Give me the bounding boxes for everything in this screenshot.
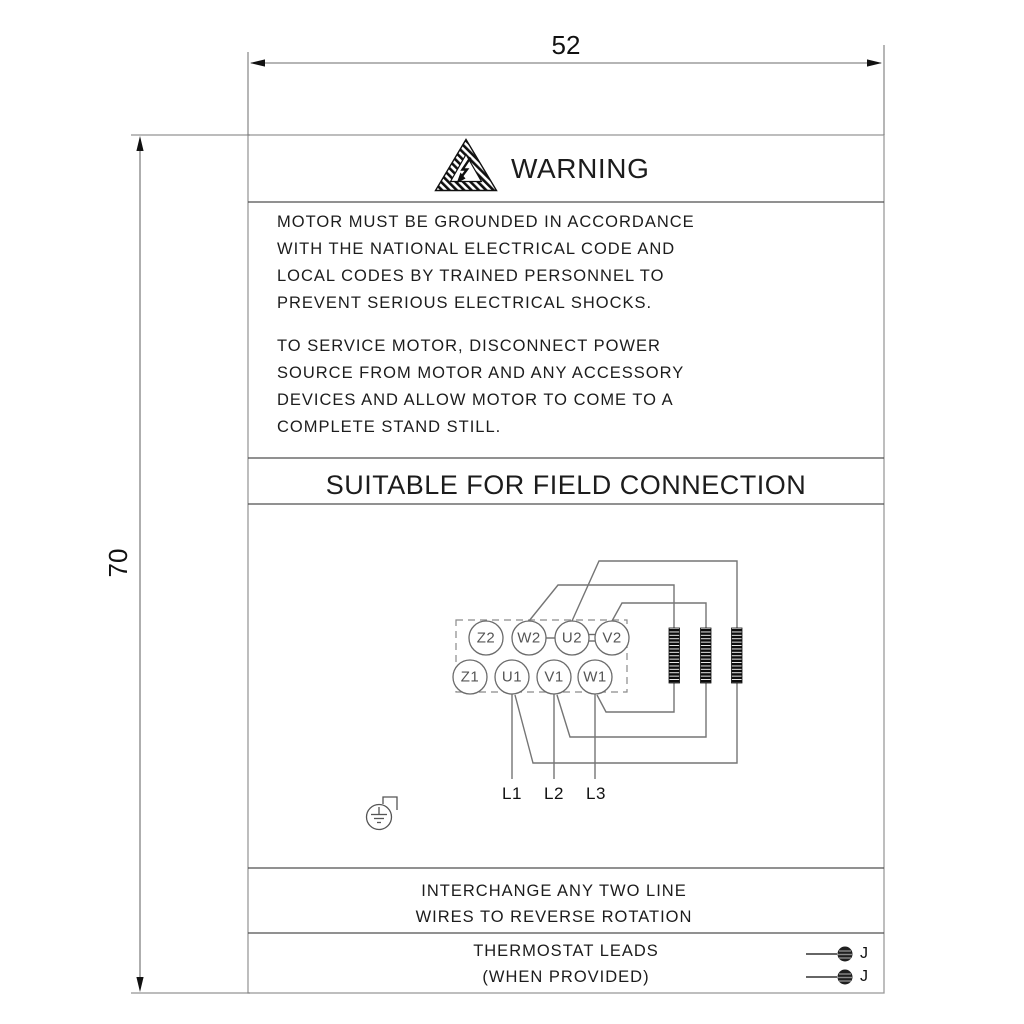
thermostat-note-line: (WHEN PROVIDED) [482, 968, 650, 986]
warning-text-line: WITH THE NATIONAL ELECTRICAL CODE AND [277, 240, 676, 258]
height-dimension-value: 70 [103, 548, 133, 578]
terminal-label-z2: Z2 [476, 629, 496, 647]
thermostat-lead-label-1: J [860, 945, 868, 962]
line-label-l3: L3 [586, 784, 606, 803]
winding-wires-top [529, 561, 737, 628]
section-title: SUITABLE FOR FIELD CONNECTION [325, 470, 807, 500]
terminal-label-w2: W2 [517, 629, 541, 647]
interchange-note-line: WIRES TO REVERSE ROTATION [415, 908, 693, 926]
warning-text-line: PREVENT SERIOUS ELECTRICAL SHOCKS. [277, 294, 653, 312]
terminal-label-v2: V2 [602, 629, 622, 647]
warning-text-line: DEVICES AND ALLOW MOTOR TO COME TO A [277, 391, 674, 409]
line-label-l2: L2 [544, 784, 564, 803]
interchange-note-line: INTERCHANGE ANY TWO LINE [421, 882, 687, 900]
terminal-label-v1: V1 [544, 668, 564, 686]
terminal-label-u1: U1 [501, 668, 523, 686]
warning-title: WARNING [511, 153, 650, 184]
coil-1 [669, 628, 680, 683]
protective-earth-icon [367, 797, 398, 830]
terminal-label-u2: U2 [561, 629, 583, 647]
warning-text-line: TO SERVICE MOTOR, DISCONNECT POWER [277, 337, 661, 355]
terminal-label-z1: Z1 [460, 668, 480, 686]
coil-2 [701, 628, 712, 683]
thermostat-lead-label-2: J [860, 968, 868, 985]
high-voltage-warning-icon [436, 140, 497, 191]
line-label-l1: L1 [502, 784, 522, 803]
warning-text-line: SOURCE FROM MOTOR AND ANY ACCESSORY [277, 364, 685, 382]
thermostat-note-line: THERMOSTAT LEADS [473, 942, 659, 960]
warning-text-line: LOCAL CODES BY TRAINED PERSONNEL TO [277, 267, 665, 285]
coil-3 [732, 628, 743, 683]
height-dimension [131, 135, 250, 993]
motor-winding-coils [669, 628, 742, 683]
winding-wires-bottom [515, 683, 737, 763]
warning-text-line: MOTOR MUST BE GROUNDED IN ACCORDANCE [277, 213, 695, 231]
width-dimension-value: 52 [551, 30, 581, 60]
terminal-label-w1: W1 [583, 668, 607, 686]
warning-text-line: COMPLETE STAND STILL. [277, 418, 502, 436]
